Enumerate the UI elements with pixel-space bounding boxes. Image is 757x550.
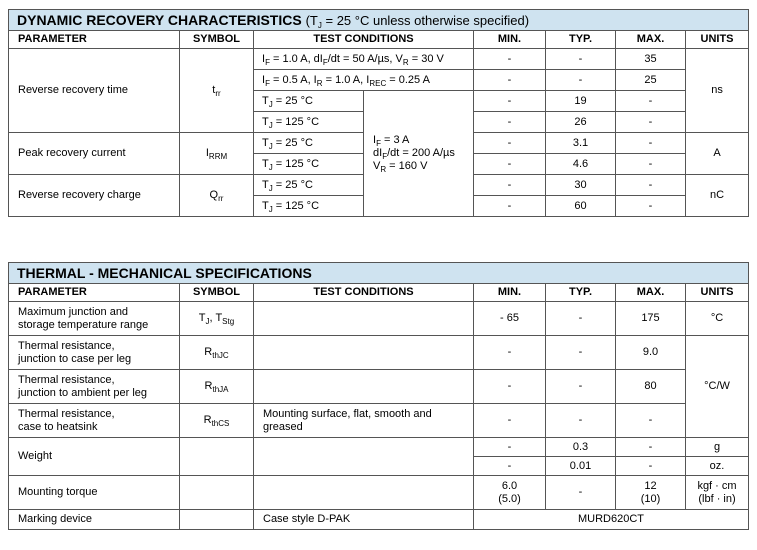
header-units: UNITS	[686, 284, 749, 302]
condition-cell: $I_F = 1.0$ A, $dI_F/dt = 50$ A/µs, $V_R = 30$ V	[254, 49, 474, 70]
condition-cell: $T_J = 125$ °C	[254, 154, 364, 175]
header-units: UNITS	[686, 31, 749, 49]
symbol-qrr: $Q_{rr}$	[180, 175, 254, 217]
typ-value: 0.01	[546, 457, 616, 476]
header-parameter: PARAMETER	[9, 31, 180, 49]
symbol-cell	[180, 438, 254, 476]
min-value: 6.0 (5.0)	[474, 476, 546, 510]
max-value: 35	[616, 49, 686, 70]
min-value: -	[474, 457, 546, 476]
param-temp-range: Maximum junction and storage temperature range	[9, 302, 180, 336]
max-value: 175	[616, 302, 686, 336]
header-max: MAX.	[616, 31, 686, 49]
header-symbol: SYMBOL	[180, 284, 254, 302]
header-typ: TYP.	[546, 31, 616, 49]
table-row	[9, 404, 749, 438]
condition-cell: $T_J = 25$ °C	[254, 91, 364, 112]
condition-cell: Mounting surface, flat, smooth and greased	[254, 404, 474, 438]
param-irrm: Peak recovery current	[9, 133, 180, 175]
max-value: -	[616, 457, 686, 476]
typ-value: 60	[546, 196, 616, 217]
thermal-header-row	[9, 284, 749, 302]
unit-torque: kgf · cm (lbf · in)	[686, 476, 749, 510]
unit-rth: °C/W	[686, 336, 749, 438]
param-torque: Mounting torque	[9, 476, 180, 510]
header-parameter: PARAMETER	[9, 284, 180, 302]
max-value: -	[616, 133, 686, 154]
typ-value: 4.6	[546, 154, 616, 175]
min-value: -	[474, 133, 546, 154]
condition-cell	[254, 302, 474, 336]
marking-value: MURD620CT	[474, 510, 749, 530]
typ-value: 26	[546, 112, 616, 133]
condition-cell: $T_J = 125$ °C	[254, 112, 364, 133]
condition-cell: $T_J = 125$ °C	[254, 196, 364, 217]
unit-weight-oz: oz.	[686, 457, 749, 476]
min-value: -	[474, 336, 546, 370]
condition-cell	[254, 370, 474, 404]
min-value: -	[474, 175, 546, 196]
symbol-trr: $t_{rr}$	[180, 49, 254, 133]
max-value: 9.0	[616, 336, 686, 370]
symbol-tj-tstg: $T_J$, $T_{Stg}$	[180, 302, 254, 336]
param-rthjc: Thermal resistance, junction to case per leg	[9, 336, 180, 370]
header-min: MIN.	[474, 284, 546, 302]
max-value: -	[616, 404, 686, 438]
table-row	[9, 476, 749, 510]
condition-cell	[254, 336, 474, 370]
max-value: 12 (10)	[616, 476, 686, 510]
unit-temp: °C	[686, 302, 749, 336]
typ-value: -	[546, 404, 616, 438]
table-row	[9, 336, 749, 370]
condition-cell	[254, 438, 474, 476]
unit-trr: ns	[686, 49, 749, 133]
param-weight: Weight	[9, 438, 180, 476]
typ-value: -	[546, 476, 616, 510]
symbol-cell	[180, 510, 254, 530]
condition-cell	[254, 476, 474, 510]
condition-cell: $T_J = 25$ °C	[254, 175, 364, 196]
typ-value: -	[546, 370, 616, 404]
condition-cell: $T_J = 25$ °C	[254, 133, 364, 154]
max-value: -	[616, 154, 686, 175]
typ-value: 19	[546, 91, 616, 112]
max-value: -	[616, 175, 686, 196]
typ-value: -	[546, 336, 616, 370]
max-value: 80	[616, 370, 686, 404]
header-conditions: TEST CONDITIONS	[254, 31, 474, 49]
header-symbol: SYMBOL	[180, 31, 254, 49]
unit-qrr: nC	[686, 175, 749, 217]
header-conditions: TEST CONDITIONS	[254, 284, 474, 302]
unit-weight-g: g	[686, 438, 749, 457]
typ-value: -	[546, 49, 616, 70]
unit-irrm: A	[686, 133, 749, 175]
min-value: -	[474, 91, 546, 112]
table-row	[9, 438, 749, 457]
symbol-irrm: $I_{RRM}$	[180, 133, 254, 175]
typ-value: 0.3	[546, 438, 616, 457]
dynamic-recovery-table	[8, 9, 749, 217]
min-value: - 65	[474, 302, 546, 336]
header-min: MIN.	[474, 31, 546, 49]
symbol-cell	[180, 476, 254, 510]
param-qrr: Reverse recovery charge	[9, 175, 180, 217]
condition-cell: Case style D-PAK	[254, 510, 474, 530]
table-row	[9, 49, 749, 70]
typ-value: 30	[546, 175, 616, 196]
thermal-mechanical-table	[8, 262, 749, 530]
max-value: -	[616, 196, 686, 217]
max-value: -	[616, 438, 686, 457]
min-value: -	[474, 438, 546, 457]
min-value: -	[474, 370, 546, 404]
symbol-rthja: $R_{thJA}$	[180, 370, 254, 404]
table-row	[9, 370, 749, 404]
common-conditions: $I_F = 3$ A $dI_F/dt = 200$ A/µs $V_R = 160$ V	[364, 91, 474, 217]
dynamic-recovery-title: DYNAMIC RECOVERY CHARACTERISTICS ($T_J = 25$ °C unless otherwise specified)	[9, 10, 749, 31]
param-marking: Marking device	[9, 510, 180, 530]
min-value: -	[474, 70, 546, 91]
param-rthcs: Thermal resistance, case to heatsink	[9, 404, 180, 438]
symbol-rthjc: $R_{thJC}$	[180, 336, 254, 370]
typ-value: -	[546, 302, 616, 336]
thermal-title: THERMAL - MECHANICAL SPECIFICATIONS	[9, 263, 749, 284]
header-max: MAX.	[616, 284, 686, 302]
min-value: -	[474, 196, 546, 217]
min-value: -	[474, 49, 546, 70]
max-value: -	[616, 112, 686, 133]
dynamic-header-row	[9, 31, 749, 49]
param-rthja: Thermal resistance, junction to ambient per leg	[9, 370, 180, 404]
max-value: 25	[616, 70, 686, 91]
condition-cell: $I_F = 0.5$ A, $I_R = 1.0$ A, $I_{REC} = 0.25$ A	[254, 70, 474, 91]
typ-value: 3.1	[546, 133, 616, 154]
min-value: -	[474, 112, 546, 133]
table-row	[9, 510, 749, 530]
max-value: -	[616, 91, 686, 112]
min-value: -	[474, 154, 546, 175]
min-value: -	[474, 404, 546, 438]
param-trr: Reverse recovery time	[9, 49, 180, 133]
symbol-rthcs: $R_{thCS}$	[180, 404, 254, 438]
table-row	[9, 302, 749, 336]
typ-value: -	[546, 70, 616, 91]
header-typ: TYP.	[546, 284, 616, 302]
